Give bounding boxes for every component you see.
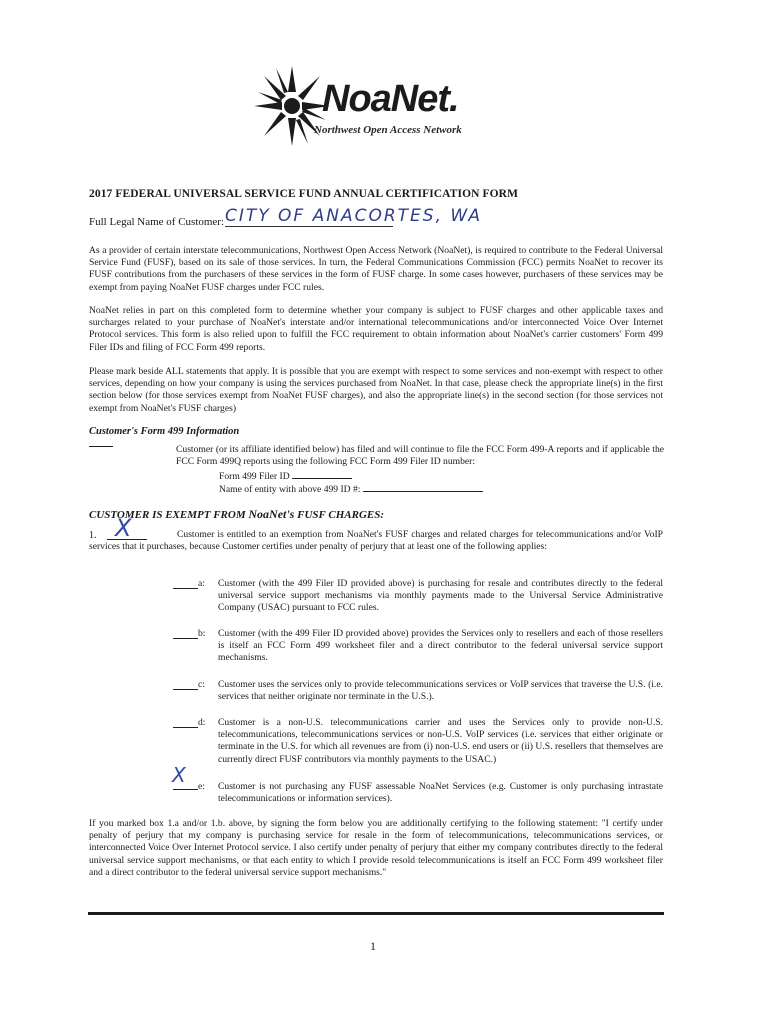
noanet-logo (252, 62, 492, 150)
option-b-letter: b: (198, 628, 206, 639)
option-c-letter: c: (198, 679, 205, 690)
page-number: 1 (370, 939, 376, 953)
option-b-checkbox-line[interactable] (173, 638, 198, 639)
customer-name-field[interactable]: CITY OF ANACORTES, WA (225, 206, 482, 226)
option-a-checkbox-line[interactable] (173, 588, 198, 589)
option-a-letter: a: (198, 578, 205, 589)
star-icon (252, 62, 332, 150)
option-e-checkbox-line[interactable] (173, 789, 198, 790)
filer-id-label: Form 499 Filer ID (219, 471, 290, 482)
option-e-check-mark: X (172, 763, 186, 787)
option-d-checkbox-line[interactable] (173, 727, 198, 728)
option-d-letter: d: (198, 717, 206, 728)
entity-name-row (219, 482, 483, 495)
option-b-text: Customer (with the 499 Filer ID provided above) provides the Services only to resellers and each of those resellers is itself an FCC Form 499 worksheet filer and a direct contributor to the federal universal service support mechanisms. (218, 628, 663, 664)
option-a-text: Customer (with the 499 Filer ID provided above) is purchasing for resale and contributes directly to the federal universal service support mechanisms via monthly payments made to the Universal Service Administrative Company (USAC) pursuant to FCC rules. (218, 578, 663, 614)
option-c-text: Customer uses the services only to provide telecommunications services or VoIP services that traverse the U.S. (i.e. services that neither originate nor terminate in the U.S.). (218, 679, 663, 703)
intro-paragraph: As a provider of certain interstate telecommunications, Northwest Open Access Network (NoaNet), is required to contribute to the Federal Universal Service Fund (FUSF), based on its sale of those services. In turn, the Federal Communications Commission (FCC) permits NoaNet to recover its FUSF contributions from the purchasers of these services in the form of FUSF charge. In some cases however, purchasers of these services may be exempt from paying NoaNet FUSF charges under FCC rules. (89, 245, 663, 293)
form-499-statement: Customer (or its affiliate identified below) has filed and will continue to file the FCC Form 499-A reports and if applicable the FCC Form 499Q reports using the following FCC Form 499 Filer ID number: (176, 444, 664, 467)
form-title: 2017 FEDERAL UNIVERSAL SERVICE FUND ANNUAL CERTIFICATION FORM (89, 188, 519, 200)
exempt-heading-brand: NoaNet's (248, 507, 295, 521)
item-1-statement: Customer is entitled to an exemption from NoaNet's FUSF charges and related charges for telecommunications and/or VoIP services that it purchases, because Customer certifies under penalty of perjury that at least one of the following applies: (89, 529, 663, 553)
certification-paragraph: If you marked box 1.a and/or 1.b. above, by signing the form below you are additionally certifying to the following statement: "I certify under penalty of perjury that my company is purchasing service for resale in the form of telecommunications, telecommunications services, or interconnected Voice Over Internet Protocol service. I also certify under penalty of perjury that either my company contributes directly to the federal universal service support mechanisms, or that each entity to which I provide resold telecommunications is itself an FCC Form 499 worksheet filer and a direct contributor to the federal universal service support mechanisms." (89, 818, 663, 878)
exempt-heading (89, 507, 384, 522)
logo-wordmark: NoaNet. (322, 78, 459, 120)
form-499-checkbox-line[interactable] (89, 446, 113, 447)
exempt-heading-suffix: FUSF CHARGES: (294, 509, 385, 521)
option-c-checkbox-line[interactable] (173, 689, 198, 690)
filer-id-field[interactable] (292, 469, 352, 479)
reliance-paragraph: NoaNet relies in part on this completed form to determine whether your company is subject to FUSF charges and other applicable taxes and surcharges related to your purchase of NoaNet's interstate and/or international telecommunications and/or interconnected Voice Over Internet Protocol services. This form is also relied upon to fulfill the FCC requirement to obtain information about NoaNet's carrier customers' Form 499 Filer IDs and filing of FCC Form 499 reports. (89, 305, 663, 353)
filer-id-row (219, 469, 352, 482)
option-e-text: Customer is not purchasing any FUSF assessable NoaNet Services (e.g. Customer is only purchasing intrastate telecommunications or information services). (218, 781, 663, 805)
option-e-letter: e: (198, 781, 205, 792)
exempt-heading-prefix: CUSTOMER IS EXEMPT FROM (89, 509, 249, 521)
customer-name-label: Full Legal Name of Customer: (89, 216, 225, 228)
item-1-check-mark: X (115, 514, 132, 542)
footer-divider (88, 912, 664, 915)
entity-name-field[interactable] (363, 482, 483, 492)
customer-name-row (89, 206, 482, 228)
option-d-text: Customer is a non-U.S. telecommunications carrier and uses the Services only to provide non-U.S. telecommunications, telecommunications services or non-U.S. VoIP services (i.e. services that either originate or terminate in the U.S. for which all revenues are from (i) non-U.S. end users or (ii) U.S. resellers that themselves are currently direct FUSF contributors via monthly payments to the USAC.) (218, 717, 663, 765)
item-number: 1. (89, 530, 97, 541)
form-499-heading: Customer's Form 499 Information (89, 426, 240, 437)
entity-name-label: Name of entity with above 499 ID #: (219, 484, 361, 495)
instructions-paragraph: Please mark beside ALL statements that apply. It is possible that you are exempt with respect to some services and non-exempt with respect to other services, depending on how your company is using the services purchased from NoaNet. In that case, please check the appropriate line(s) in the first section below (for those services exempt from NoaNet FUSF charges), and also the appropriate line(s) in the second section (for those services not exempt from NoaNet's FUSF charges) (89, 366, 663, 414)
logo-tagline: Northwest Open Access Network (314, 124, 462, 136)
